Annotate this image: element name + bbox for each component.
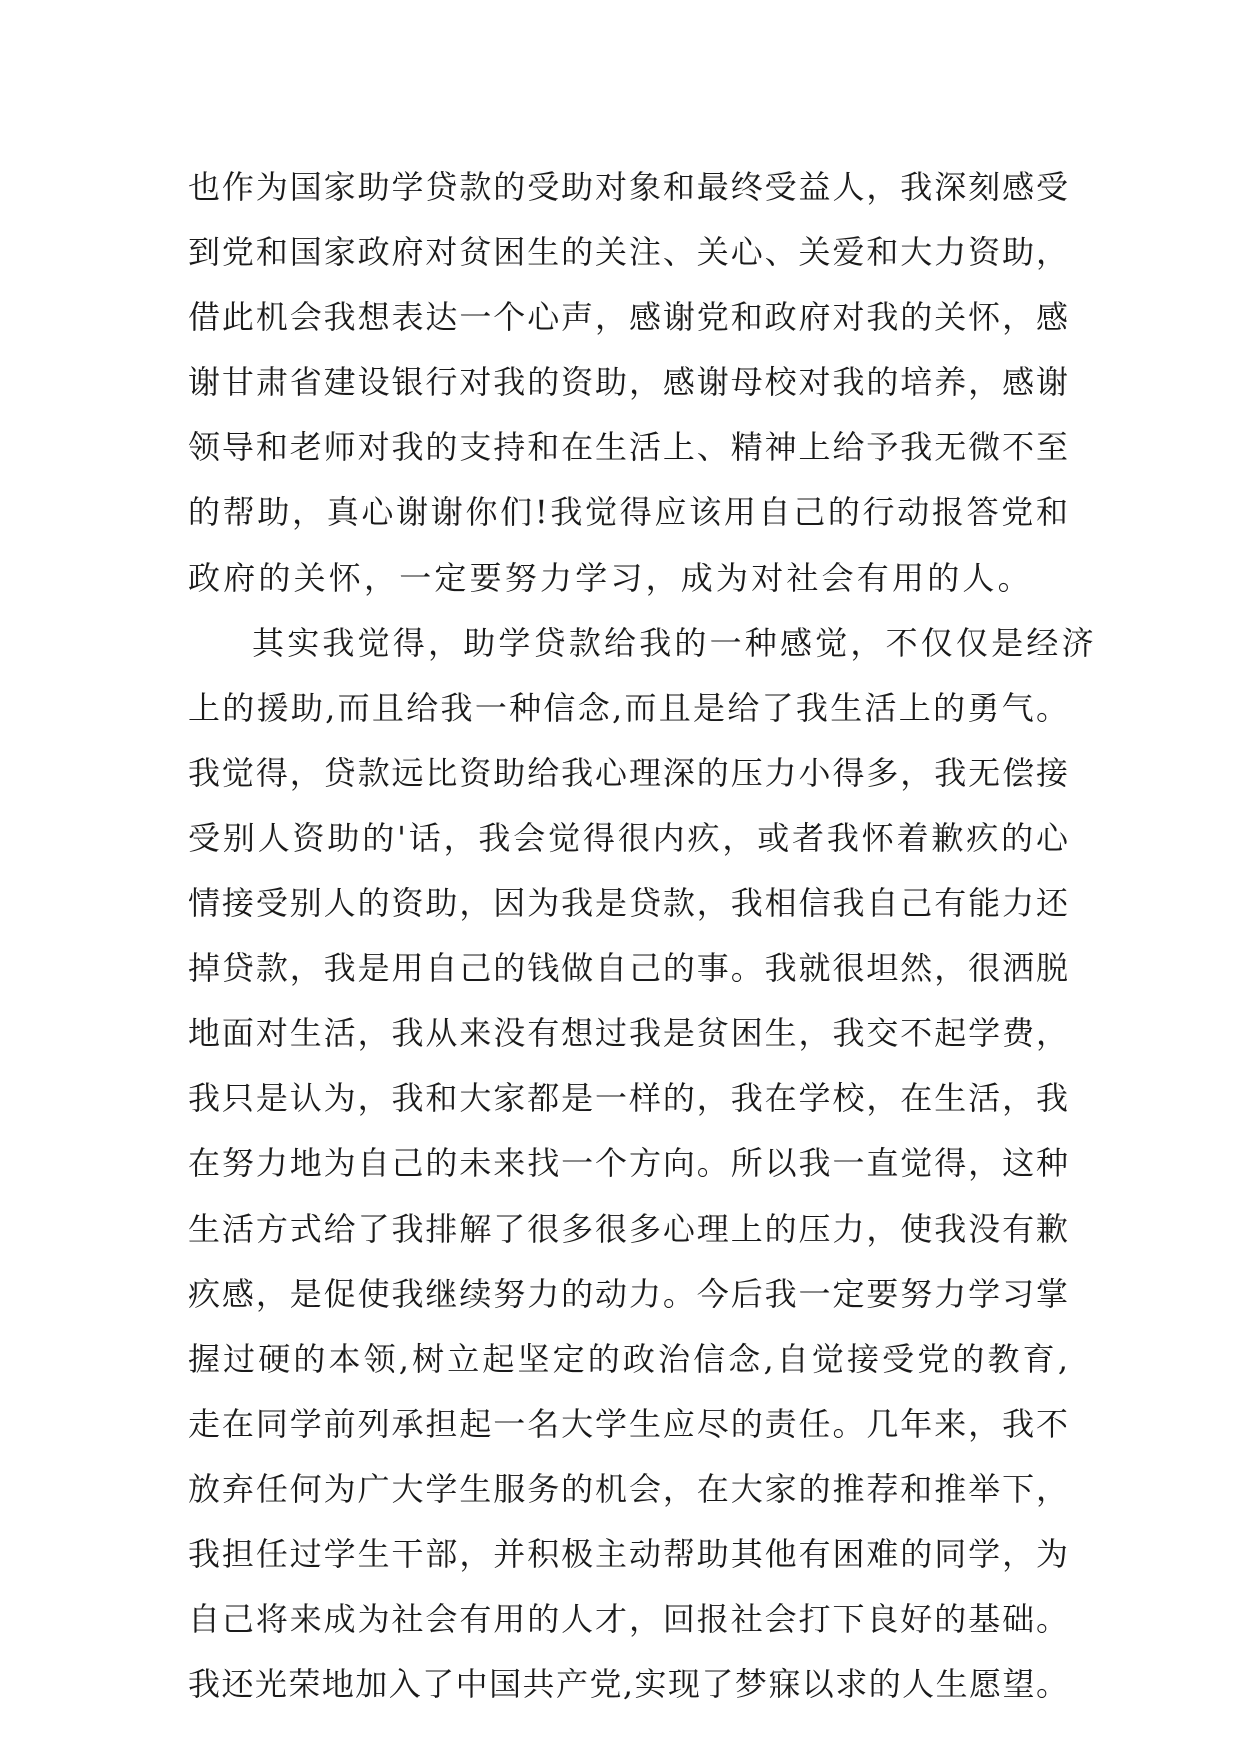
text-line: 我只是认为，我和大家都是一样的，我在学校，在生活，我: [188, 1079, 1068, 1118]
text-line: 疚感，是促使我继续努力的动力。今后我一定要努力学习掌: [188, 1274, 1068, 1313]
text-line: 情接受别人的资助，因为我是贷款，我相信我自己有能力还: [188, 884, 1068, 923]
paragraph-end-line: 政府的关怀，一定要努力学习，成为对社会有用的人。: [188, 558, 1033, 597]
text-line: 在努力地为自己的未来找一个方向。所以我一直觉得，这种: [188, 1144, 1068, 1183]
text-line: 掉贷款，我是用自己的钱做自己的事。我就很坦然，很洒脱: [188, 949, 1068, 988]
text-line: 自己将来成为社会有用的人才，回报社会打下良好的基础。: [188, 1600, 1068, 1639]
text-line: 的帮助，真心谢谢你们!我觉得应该用自己的行动报答党和: [188, 493, 1068, 532]
text-line: 我觉得，贷款远比资助给我心理深的压力小得多，我无偿接: [188, 753, 1068, 792]
text-line: 走在同学前列承担起一名大学生应尽的责任。几年来，我不: [188, 1404, 1068, 1443]
text-line: 也作为国家助学贷款的受助对象和最终受益人，我深刻感受: [188, 168, 1068, 206]
text-line: 生活方式给了我排解了很多很多心理上的压力，使我没有歉: [188, 1209, 1068, 1248]
text-line: 握过硬的本领,树立起坚定的政治信念,自觉接受党的教育,: [188, 1339, 1068, 1378]
text-line: 受别人资助的'话，我会觉得很内疚，或者我怀着歉疚的心: [188, 818, 1068, 857]
text-line: 放弃任何为广大学生服务的机会，在大家的推荐和推举下，: [188, 1469, 1068, 1508]
text-line: 领导和老师对我的支持和在生活上、精神上给予我无微不至: [188, 428, 1068, 467]
text-line: 我担任过学生干部，并积极主动帮助其他有困难的同学，为: [188, 1534, 1068, 1573]
paragraph-start-line: 其实我觉得，助学贷款给我的一种感觉，不仅仅是经济: [252, 623, 1097, 662]
text-line: 到党和国家政府对贫困生的关注、关心、关爱和大力资助，: [188, 233, 1068, 272]
text-line: 地面对生活，我从来没有想过我是贫困生，我交不起学费，: [188, 1014, 1068, 1053]
text-line: 上的援助,而且给我一种信念,而且是给了我生活上的勇气。: [188, 688, 1068, 727]
body-text: [188, 155, 1097, 1717]
text-line: 借此机会我想表达一个心声，感谢党和政府对我的关怀，感: [188, 298, 1068, 337]
text-line: 我还光荣地加入了中国共产党,实现了梦寐以求的人生愿望。: [188, 1665, 1068, 1704]
text-line: 谢甘肃省建设银行对我的资助，感谢母校对我的培养，感谢: [188, 363, 1068, 402]
